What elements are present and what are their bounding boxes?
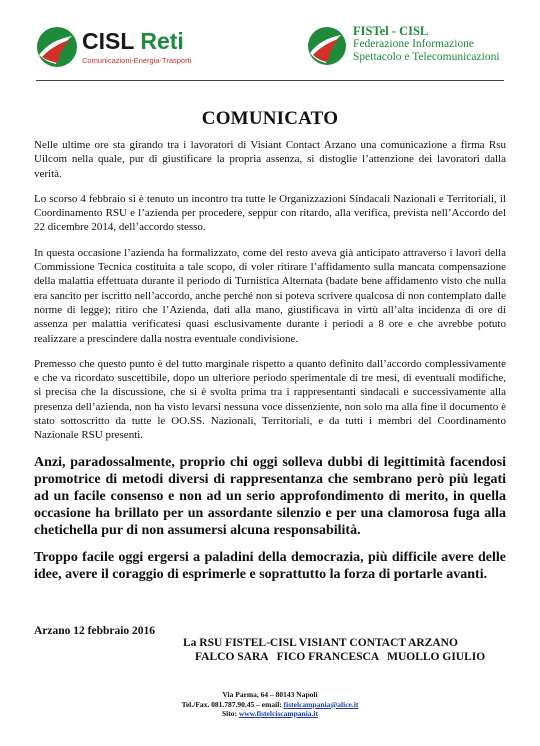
- footer-contacts: [0, 700, 540, 710]
- document-body: [34, 138, 506, 593]
- cisl-emblem-icon: [36, 26, 78, 68]
- footer: [0, 690, 540, 719]
- footer-site-label: Sito:: [221, 709, 239, 718]
- footer-site-link[interactable]: www.fistelciscampania.it: [238, 709, 319, 718]
- dateline: Arzano 12 febbraio 2016: [34, 625, 156, 637]
- signature-line-2: FALCO SARA FICO FRANCESCA MUOLLO GIULIO: [195, 651, 486, 663]
- fistel-text-block: [353, 24, 500, 64]
- paragraph-1: Nelle ultime ore sta girando tra i lavoratori di Visiant Contact Arzano una comunicazione a firma Rsu Uilcom nella quale, pur di giustificare la propria assenza, si distoglie l’attenzione dei lavoratori dalla verità.: [34, 139, 506, 180]
- paragraph-2: Lo scorso 4 febbraio si è tenuto un incontro tra tutte le Organizzazioni Sindacali Nazionali e Territoriali, il Coordinamento RSU e l’azienda per procedere, seppur con ritardo, alla verifica, prevista nell’Accordo del 22 dicembre 2014, dell’accordo stesso.: [34, 192, 506, 234]
- footer-phone-label: Tel./Fax. 081.787.90.45 – email:: [181, 699, 284, 709]
- signature-line-1: La RSU FISTEL-CISL VISIANT CONTACT ARZANO: [183, 637, 458, 649]
- bold-paragraph-2: Troppo facile oggi ergersi a paladini della democrazia, più difficile avere delle idee, avere il coraggio di esprimerle e soprattutto la forza di portarle avanti.: [34, 549, 506, 582]
- signature-block: [183, 636, 485, 664]
- header-divider: [36, 80, 504, 81]
- letterhead: [0, 0, 540, 80]
- paragraph-3: In questa occasione l’azienda ha formalizzato, come del resto aveva già anticipato attraverso i lavori della Commissione Tecnica costituita a tale scopo, di voler ritirare l’affidamento sulla mancata compensazione della malattia effettuata durante il periodo di Turnistica Alternata (badate bene affidamento visto che nulla era sancito per iscritto nell’accordo, anche perché non si poteva scrivere qualcosa di non contemplato dalle norme di legge); ritiro che l’Azienda, dati alla mano, giustificava in virtù all’alta incidenza di ore di assenza per malattia verificatesi quasi esclusivamente durante i periodi a 8 ore e che avrebbe potuto realizzare a prescindere dalla nostra eventuale condivisione.: [34, 246, 506, 345]
- fistel-line-2: Spettacolo e Telecomunicazioni: [353, 51, 500, 63]
- footer-address: Via Parma, 64 – 80143 Napoli: [222, 690, 318, 699]
- footer-email-link[interactable]: fistelcampania@alice.it: [283, 699, 359, 709]
- cisl-name: CISL: [82, 28, 134, 54]
- fistel-title: FISTel - CISL: [353, 24, 429, 38]
- document-title: COMUNICATO: [201, 108, 339, 129]
- bold-paragraph-1: Anzi, paradossalmente, proprio chi oggi solleva dubbi di legittimità facendosi promotrice di metodi diversi di rappresentanza che sembrano però più legati ad un facile consenso e non ad un serio approfondimento di merito, in quella occasione ha brillato per un assordante silenzio e per una clamorosa fuga alla chetichella pur di non assumersi alcuna responsabilità.: [34, 454, 506, 538]
- fistel-line-1: Federazione Informazione: [353, 38, 475, 50]
- fistel-emblem-icon: [307, 26, 347, 66]
- footer-site: [0, 709, 540, 719]
- cisl-wordmark: [82, 28, 184, 54]
- cisl-subtitle: Comunicazioni-Energia-Trasporti: [82, 56, 192, 65]
- fistel-cisl-logo: [307, 24, 517, 70]
- cisl-reti-logo: [36, 26, 206, 68]
- paragraph-4: Premesso che questo punto è del tutto marginale rispetto a quanto definito dall’accordo complessivamente e che va ricordato suscettibile, dopo un ulteriore periodo sperimentale di tre mesi, di eventuali modifiche, si precisa che la discussione, che si è svolta prima tra i rappresentanti sindacali e successivamente alla presenza dell’azienda, non ha visto levarsi nessuna voce dissenziente, non solo ma alla fine il documento è stato sottoscritto da tutte le OO.SS. Nazionali, Territoriali, e da tutti i membri del Coordinamento Nazionale RSU presenti.: [34, 357, 506, 442]
- cisl-accent: Reti: [140, 28, 184, 54]
